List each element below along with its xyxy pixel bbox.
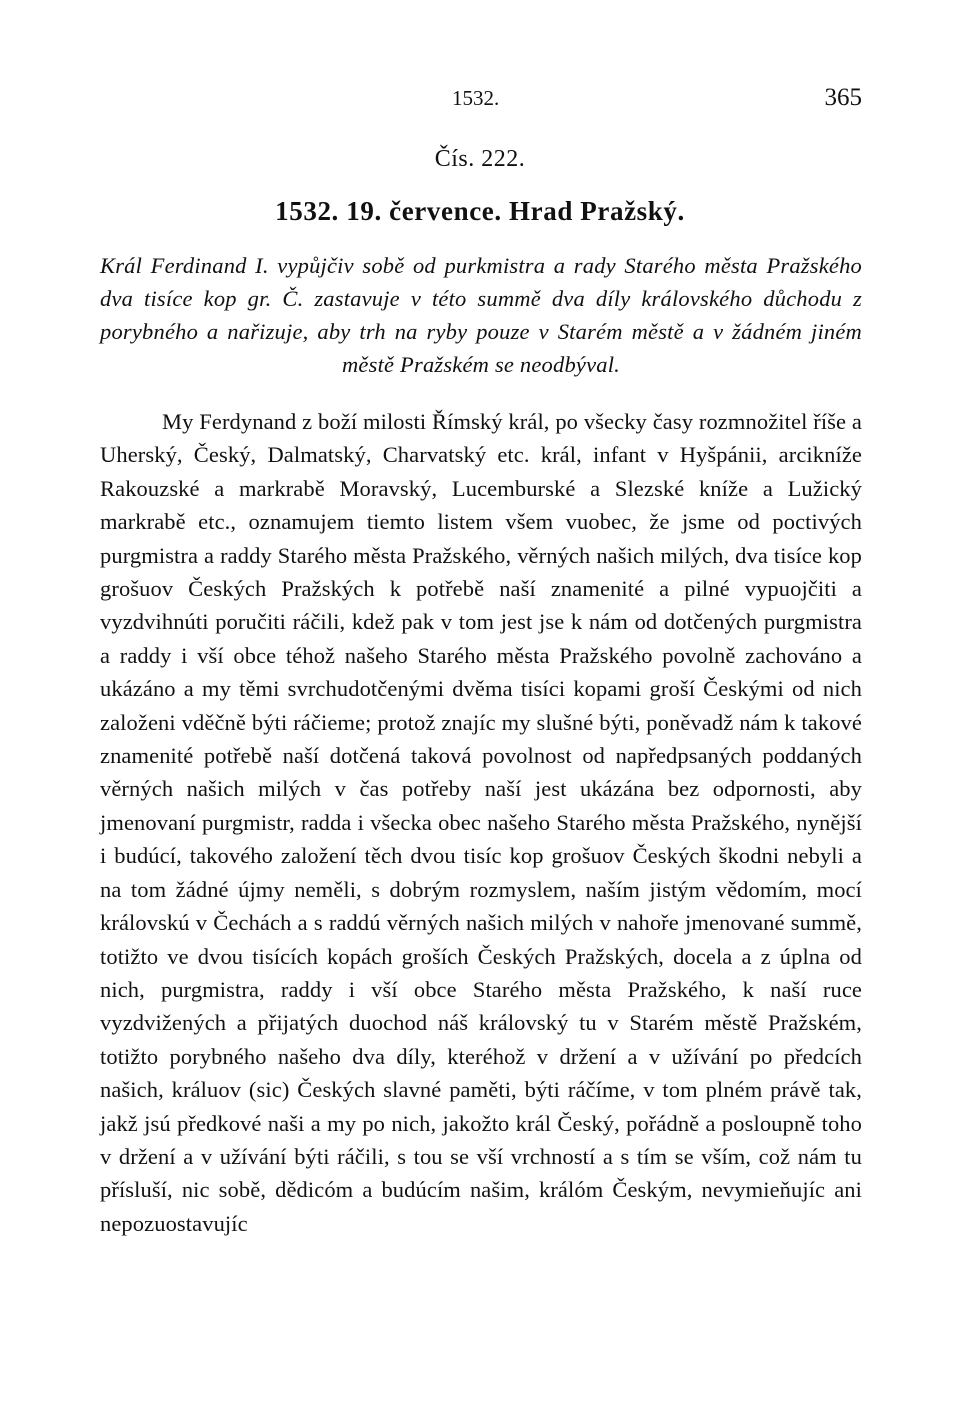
document-regest: Král Ferdinand I. vypůjčiv sobě od purkmistra a rady Starého města Pražského dva tisíce kop gr. Č. zastavuje v této summě dva díly královského důchodu z porybného a nařizuje, aby trh na ryby pouze v Starém městě a v žádném jiném městě Pražském se neodbýval. — [100, 253, 862, 377]
running-year: 1532. — [452, 86, 500, 110]
page-number: 365 — [824, 84, 862, 111]
document-number: Čís. 222. — [434, 146, 526, 172]
running-head — [0, 86, 960, 116]
document-dateline: 1532. 19. července. Hrad Pražský. — [275, 196, 685, 226]
document-body-text: My Ferdynand z boží milosti Římský král, po všecky časy rozmnožitel říše a Uherský, Český, Dalmatský, Charvatský etc. král, infant v Hyšpánii, arcikníže Rakouzské a markrabě Moravský, Lucemburské a Slezské kníže a Lužický markrabě etc., oznamujem tiemto listem všem vuobec, že jsme od poctivých purgmistra a raddy Starého města Pražského, věrných našich milých, dva tisíce kop grošuov Českých Pražských k potřebě naší znamenité a pilné vypuojčiti a vyzdvihnúti poručiti ráčili, kdež pak v tom jest jse k nám od dotčených purgmistra a raddy i vší obce téhož našeho Starého města Pražského povolně zachováno a ukázáno a my těmi svrchudotčenými dvěma tisíci kopami groší Českými od nich založeni vděčně býti ráčieme; protož znajíc my slušné býti, poněvadž nám k takové znamenité potřebě naší dotčená taková povolnost od napředpsaných poddaných věrných našich milých v čas potřeby naší jest ukázána bez odpornosti, aby jmenovaní purgmistr, radda i všecka obec našeho Starého města Pražského, nynější i budúcí, takového založení těch dvou tisíc kop grošuov Českých škodni nebyli a na tom žádné újmy neměli, s dobrým rozmyslem, naším jistým vědomím, mocí královskú v Čechách a s raddú věrných našich milých v nahoře jmenované summě, totižto ve dvou tisících kopách groších Českých Pražských, docela a z úplna od nich, purgmistra, raddy i vší obce Starého města Pražského, k naší ruce vyzdvižených a přijatých duochod náš královský tu v Starém městě Pražském, totižto porybného našeho dva díly, kteréhož v držení a v užívání po předcích našich, králuov (sic) Českých slavné paměti, býti ráčíme, v tom plném právě tak, jakž jsú předkové naši a my po nich, jakožto král Český, pořádně a posloupně toho v držení a v užívání býti ráčili, s tou se vší vrchností a s tím se vším, což nám tu přísluší, nic sobě, dědicóm a budúcím našim, králóm Českým, nevymieňujíc ani nepozuostavujíc — [100, 409, 862, 1236]
